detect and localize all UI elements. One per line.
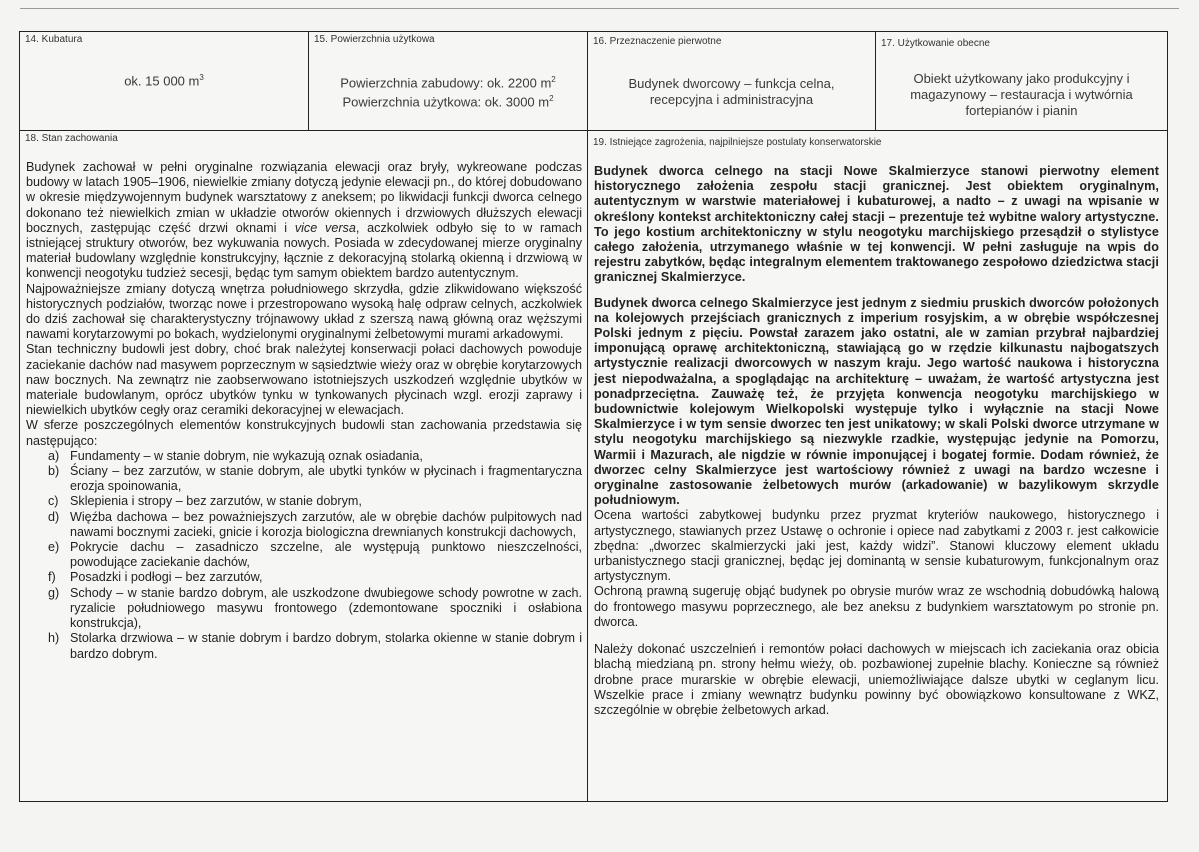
label-stan-zachowania: 18. Stan zachowania xyxy=(25,133,118,144)
paragraph: Budynek zachował w pełni oryginalne rozwiązania elewacji oraz bryły, wykreowane podczas budowy w latach 1905–1906, niewielkie zmiany dotyczą jedynie elewacji pn., do której dobudowano w okresie międzywojennym budynek warsztatowy z aneksem; po likwidacji funkcji dworca celnego dokonano też niewielkich zmian w układzie otworów okiennych i drzwiowych dłuższych elewacji bocznych, zastępując część drzwi oknami i vice versa, aczkolwiek odbyło się to w ramach istniejącej struktury otworów, bez wykuwania nowych. Posiada w zdecydowanej mierze oryginalny materiał budowlany względnie konstrukcyjny, łącznie z dekoracyjną stolarką okienną i drzwiową w konwencji neogotyku tudzież secesji, będąc tym samym obiektem bardzo autentycznym. xyxy=(26,160,582,281)
stan-zachowania-text xyxy=(26,160,582,662)
value-uzytkowanie: Obiekt użytkowany jako produkcyjny i magazynowy – restauracja i wytwórnia fortepianów i pianin xyxy=(910,71,1133,118)
list-item: h) Stolarka drzwiowa – w stanie dobrym i bardzo dobrym, stolarka okienne w stanie dobrym i bardzo dobrym. xyxy=(48,631,582,661)
list-item: e) Pokrycie dachu – zasadniczo szczelne, ale występują punktowo nieszczelności, powodujące zaciekanie dachów, xyxy=(48,540,582,570)
top-rule xyxy=(20,8,1179,9)
label-przeznaczenie: 16. Przeznaczenie pierwotne xyxy=(593,36,722,47)
paragraph: Budynek dworca celnego Skalmierzyce jest jednym z siedmiu pruskich dworców położonych na kolejowych przejściach granicznych z imperium rosyjskim, a w obrębie współczesnej Polski jednym z pięciu. Powstał zarazem jako ostatni, ale w zamian przybrał najbardziej imponującą oprawę architektoniczną, stawiającą go w rzędzie kilkunastu najbogatszych artystycznie realizacji dworcowych w naszym kraju. Jego wartość naukowa i historyczna jest niepodważalna, a spoglądając na architekturę – uważam, że wartość artystyczna jest ponadprzeciętna. Zauważę też, że przyjęta konwencja neogotyku marchijskiego w budownictwie kolejowym Wielkopolski występuje tylko i wyłącznie na stacji Nowe Skalmierzyce i w tym sensie dworzec ten jest unikatowy; w skali Polski dworce utrzymane w stylu neogotyku marchijskiego są niezwykle rzadkie, występując jedynie na Pomorzu, Warmii i Mazurach, ale nigdzie w równie imponującej i bogatej formie. Dodam również, że dworzec celny Skalmierzyce jest wartościowy również z uwagi na bardzo wczesne i oryginalne zastosowanie żelbetowych murów (arkadowanie) w bazylikowym skrzydle południowym. xyxy=(594,295,1159,508)
zagrozenia-text xyxy=(594,164,1159,718)
value-kubatura: ok. 15 000 $m^3$ xyxy=(124,73,204,89)
label-zagrozenia: 19. Istniejące zagrożenia, najpilniejsze postulaty konserwatorskie xyxy=(593,137,882,148)
value-powierzchnia: Powierzchnia zabudowy: ok. 2200 $m^2$ Powierzchnia użytkowa: ok. 3000 $m^2$ xyxy=(340,75,556,110)
paragraph: Najpoważniejsze zmiany dotyczą wnętrza południowego skrzydła, gdzie zlikwidowano większość historycznych podziałów, tworząc nowe i przestropowano wysoką halę odpraw celnych, aczkolwiek do dziś zachował się charakterystyczny trójnawowy układ z szerszą nawą główną oraz węższymi nawami korytarzowymi po bokach, wydzielonymi oryginalnymi żelbetowymi murami arkadowymi. xyxy=(26,281,582,342)
paragraph: Ochroną prawną sugeruję objąć budynek po obrysie murów wraz ze wschodnią dobudówką halową do frontowego masywu poprzecznego, ale bez aneksu z budynkiem warsztatowym po stronie pn. dworca. xyxy=(594,584,1159,629)
label-powierzchnia: 15. Powierzchnia użytkowa xyxy=(314,34,435,45)
cell-przeznaczenie xyxy=(587,31,876,131)
paragraph: Stan techniczny budowli jest dobry, choć brak należytej konserwacji połaci dachowych powoduje zaciekanie dachów nad masywem poprzecznym w sąsiedztwie wieży oraz w obrębie korytarzowych naw bocznych. Na zewnątrz nie zaobserwowano istotniejszych uszkodzeń względnie ubytków w materiale budowlanym, oprócz ubytków tynku w tynkowanych płycinach wzgl. erozji zaprawy i niewielkich ubytków cegły oraz ceramiki dekoracyjnej w elewacjach. xyxy=(26,342,582,418)
cell-kubatura xyxy=(19,31,309,131)
list-item: c) Sklepienia i stropy – bez zarzutów, w stanie dobrym, xyxy=(48,494,362,509)
cell-uzytkowanie xyxy=(875,31,1168,131)
paragraph: Ocena wartości zabytkowej budynku przez pryzmat kryteriów naukowego, historycznego i artystycznego, stawianych przez Ustawę o ochronie i opiece nad zabytkami z 2003 r. jest całkowicie zbędna: „dworzec skalmierzycki jaki jest, każdy widzi”. Stanowi kluczowy element układu urbanistycznego stacji granicznej, będąc jej dominantą w sensie kubaturowym, funkcjonalnym oraz artystycznym. xyxy=(594,508,1159,584)
label-uzytkowanie: 17. Użytkowanie obecne xyxy=(881,38,990,49)
condition-list xyxy=(26,449,582,662)
value-przeznaczenie: Budynek dworcowy – funkcja celna, recepcyjna i administracyjna xyxy=(628,76,835,107)
list-item: f) Posadzki i podłogi – bez zarzutów, xyxy=(48,570,263,585)
paragraph: W sferze poszczególnych elementów konstrukcyjnych budowli stan zachowania przedstawia się następująco: xyxy=(26,418,582,448)
list-item: b) Ściany – bez zarzutów, w stanie dobrym, ale ubytki tynków w płycinach i fragmentaryczna erozja spoinowania, xyxy=(48,464,582,494)
list-item: g) Schody – w stanie bardzo dobrym, ale uszkodzone dwubiegowe schody powrotne w zach. ryzalicie południowego masywu frontowego (zdemontowane spoczniki i osłabiona konstrukcja), xyxy=(48,585,582,631)
label-kubatura: 14. Kubatura xyxy=(25,34,83,45)
paragraph: Budynek dworca celnego na stacji Nowe Skalmierzyce stanowi pierwotny element historycznego założenia zespołu stacji granicznej. Jest obiektem oryginalnym, autentycznym w warstwie materiałowej i kubaturowej, a nadto – z uwagi na wpisanie w określony kontekst architektoniczny całej stacji – prezentuje też wybitne walory artystyczne. To jego kostium architektoniczny w stylu neogotyku marchijskiego przesądził o stylistyce całego założenia, utrzymanego właśnie w tej konwencji. W pełni zasługuje na wpis do rejestru zabytków, będąc integralnym elementem traktowanego zespołowo dziedzictwa stacji granicznej Skalmierzyce. xyxy=(594,164,1159,285)
cell-stan-zachowania xyxy=(19,130,588,802)
list-item: d) Więźba dachowa – bez poważniejszych zarzutów, ale w obrębie dachów pulpitowych nad nawami bocznymi zacieki, gnicie i korozja biologiczna drewnianych konstrukcji dachowych, xyxy=(48,509,582,539)
list-item: a) Fundamenty – w stanie dobrym, nie wykazują oznak osiadania, xyxy=(48,448,423,463)
cell-zagrozenia xyxy=(587,130,1168,802)
paragraph: Należy dokonać uszczelnień i remontów połaci dachowych w miejscach ich zaciekania oraz obicia blachą miedzianą pn. strony hełmu wieży, ob. pozbawionej zupełnie blachy. Konieczne są również drobne prace murarskie w obrębie elewacji, uniemożliwiające dalsze ubytki w ceglanym licu. Wszelkie prace i zmiany wewnątrz budynku powinny być obowiązkowo konsultowane z WKZ, szczególnie w obrębie żelbetowych arkad. xyxy=(594,642,1159,717)
cell-powierzchnia xyxy=(308,31,588,131)
